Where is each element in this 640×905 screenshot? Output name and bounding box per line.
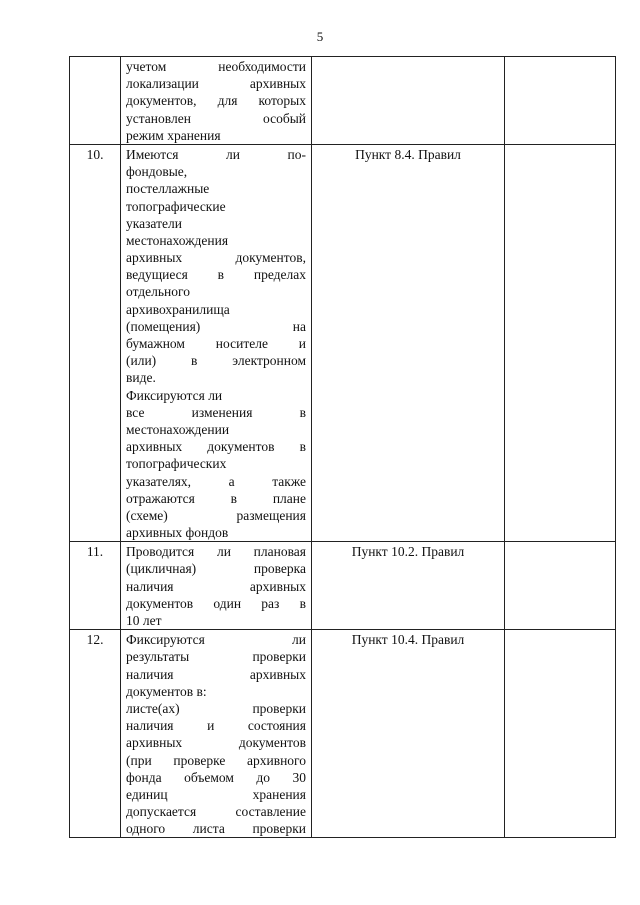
row-number (70, 57, 121, 145)
question-line: наличия архивных (126, 666, 306, 682)
question-line: архивохранилища (126, 301, 230, 317)
table-row (70, 57, 616, 145)
question-line: бумажном носителе и (126, 336, 306, 351)
question-line: допускается составление (126, 804, 306, 820)
question-line: наличия архивных (126, 578, 306, 594)
question-line: (при проверке архивного (126, 752, 306, 768)
question-line: отдельного (126, 284, 190, 300)
question-line: Имеются ли по- (126, 146, 306, 162)
question-line: 10 лет (126, 613, 162, 628)
question-line: архивных фондов (126, 525, 229, 541)
question-line: виде. (126, 370, 156, 386)
reference-cell: Пункт 10.2. Правил (312, 542, 505, 630)
question-line: архивных документов в (126, 439, 306, 455)
question-line: одного листа проверки (126, 821, 306, 837)
question-line: документов один раз в (126, 595, 306, 611)
question-line: Фиксируются ли (126, 387, 223, 403)
table-row (70, 144, 616, 541)
question-line: локализации архивных (126, 76, 306, 92)
question-line: Фиксируются ли (126, 632, 306, 648)
question-line: фонда объемом до 30 (126, 769, 306, 785)
question-line: результаты проверки (126, 649, 306, 665)
note-cell (505, 57, 616, 145)
question-line: (помещения) на (126, 318, 306, 334)
checklist-table-body (70, 57, 616, 838)
reference-cell: Пункт 10.4. Правил (312, 630, 505, 838)
page-number: 5 (316, 29, 324, 44)
question-line: указателях, а также (126, 473, 306, 489)
row-number: 12. (70, 630, 121, 838)
table-row (70, 630, 616, 838)
row-number: 10. (70, 144, 121, 541)
question-line: топографических (126, 456, 227, 472)
question-line: архивных документов, (126, 250, 306, 266)
question-line: фондовые, (126, 164, 188, 180)
note-cell (505, 542, 616, 630)
reference-cell: Пункт 8.4. Правил (312, 144, 505, 541)
question-line: местонахождения (126, 232, 229, 248)
question-line: указатели (126, 215, 182, 231)
question-line: (цикличная) проверка (126, 561, 306, 577)
question-line: учетом необходимости (126, 59, 306, 74)
question-line: режим хранения (126, 127, 221, 143)
checklist-table (69, 56, 616, 838)
question-line: все изменения в (126, 404, 306, 420)
question-line: документов, для которых (126, 93, 306, 109)
question-line: Проводится ли плановая (126, 544, 306, 560)
reference-cell (312, 57, 505, 145)
question-line: установлен особый (126, 110, 306, 126)
question-cell (121, 144, 312, 541)
note-cell (505, 144, 616, 541)
question-line: документов в: (126, 683, 207, 699)
question-cell (121, 57, 312, 145)
question-line: (схеме) размещения (126, 507, 306, 523)
question-line: отражаются в плане (126, 490, 306, 506)
question-line: архивных документов (126, 735, 306, 751)
question-line: местонахождении (126, 421, 230, 437)
question-line: единиц хранения (126, 786, 306, 802)
question-line: наличия и состояния (126, 718, 306, 734)
question-cell (121, 630, 312, 838)
question-line: постеллажные (126, 181, 210, 197)
question-line: листе(ах) проверки (126, 700, 306, 716)
note-cell (505, 630, 616, 838)
question-line: ведущиеся в пределах (126, 267, 306, 283)
table-row (70, 542, 616, 630)
question-cell (121, 542, 312, 630)
question-line: топографические (126, 198, 226, 214)
question-line: (или) в электронном (126, 353, 306, 369)
row-number: 11. (70, 542, 121, 630)
